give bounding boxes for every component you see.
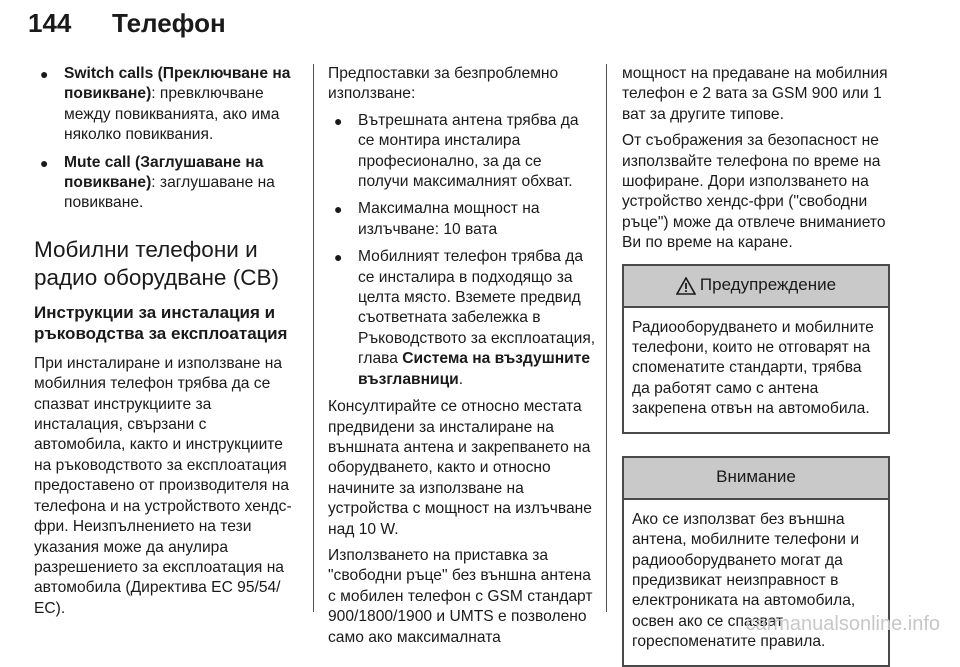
bullet-bold-text: Mute call (Заглушаване на повикване) (64, 153, 264, 192)
bullet-mute-call (34, 153, 298, 214)
warning-title: Предупреждение (699, 275, 837, 295)
airbag-system-reference: Система на въздушните възглавници (358, 350, 591, 388)
bullet-max-power (328, 199, 596, 240)
bullet-text: : превключване между повикванията, ако има няколко повиквания. (64, 85, 280, 144)
subsection-heading: Инструкции за инсталация и ръководства за експлоатация (34, 302, 288, 343)
section-heading: Мобилни телефони и радио оборудване (CB) (34, 236, 279, 290)
column-3 (622, 64, 890, 667)
column-2 (328, 64, 596, 654)
installation-paragraph: При инсталиране и използване на мобилния телефон трябва да се спазват инструкциите за инсталация, свързани с автомобила, както и инструкциите на ръководството за експлоатация предоставено от производителя на телефона и на устройството хендс-фри. Неизпълнението на тези указания може да анулира разрешението за експлоатация на автомобила (Директива ЕС 95/54/ЕС). (34, 354, 292, 617)
page-number: 144 (28, 8, 72, 38)
column-1 (34, 64, 298, 625)
page-header (28, 8, 932, 56)
prerequisites-intro: Предпоставки за безпроблемно използване: (328, 65, 559, 103)
caution-title-bar (624, 458, 888, 500)
bullet-phone-placement (328, 247, 596, 390)
bullet-text: Мобилният телефон трябва да се инсталира в подходящо за целта място. Вземете предвид съответната забележка в Ръководството за експлоатация, глава (358, 248, 596, 368)
warning-text: Радиооборудването и мобилните телефони, които не отговарят на споменатите стандарти, трябва да работят само с антена закрепена отвън на автомобила. (632, 318, 874, 418)
bullet-bold-text: Switch calls (Преключване на повикване) (64, 65, 291, 103)
bullet-dot: ● (334, 249, 343, 266)
bullet-dot: ● (40, 154, 49, 171)
bullet-dot: ● (334, 201, 343, 218)
bullet-text: : заглушаване на повикване. (64, 174, 275, 212)
warning-title-bar (624, 266, 888, 308)
bullet-switch-calls (34, 64, 298, 146)
column-divider-2 (606, 64, 607, 612)
bullet-dot: ● (334, 112, 343, 129)
warning-box (622, 264, 890, 434)
page-title: Телефон (112, 8, 226, 38)
caution-text: Ако се използват без външна антена, мобилните телефони и радиооборудването могат да предизвикат неизправност в електрониката на автомобила, освен ако се спазват гореспоменатите правила. (632, 510, 860, 651)
warning-icon (676, 277, 696, 295)
column-divider-1 (313, 64, 314, 612)
caution-title: Внимание (716, 467, 796, 487)
watermark: carmanualsonline.info (745, 613, 940, 635)
bullet-tail: . (458, 370, 464, 388)
bullet-antenna (328, 111, 596, 193)
safety-paragraph: От съображения за безопасност не използвайте телефона по време на шофиране. Дори използването на устройство хендс-фри ("свободни ръце") може да отвлече вниманието Ви по време на каране. (622, 132, 886, 252)
transmit-power-paragraph: мощност на предаване на мобилния телефон е 2 вата за GSM 900 или 1 ват за другите типове. (622, 65, 888, 123)
consultation-paragraph: Консултирайте се относно местата предвидени за инсталиране на външната антена и закрепването на оборудването, както и относно начините за използване на устройства с мощност на излъчване над 10 W. (328, 398, 592, 538)
handsfree-paragraph: Използването на приставка за "свободни ръце" без външна антена с мобилен телефон с GSM стандарт 900/1800/1900 и UMTS е позволено само ако максималната (328, 546, 593, 646)
bullet-text: Максимална мощност на излъчване: 10 вата (358, 200, 540, 238)
bullet-text: Вътрешната антена трябва да се монтира инсталира професионално, за да се получи максималният обхват. (358, 111, 579, 191)
bullet-dot: ● (40, 66, 49, 82)
